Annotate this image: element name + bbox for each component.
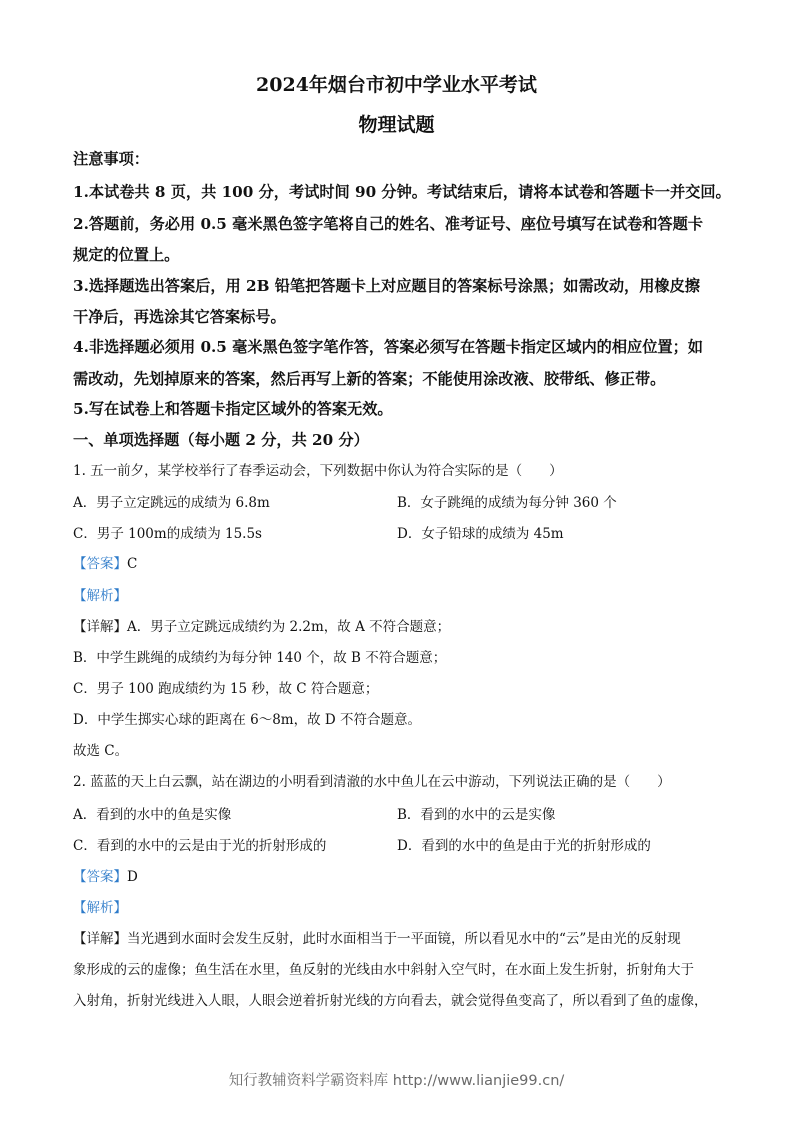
option-d: D．女子铅球的成绩为 45m bbox=[397, 526, 564, 542]
analysis-tag: 【解析】 bbox=[73, 588, 127, 604]
notice-item: 2.答题前，务必用 0.5 毫米黑色签字笔将自己的姓名、准考证号、座位号填写在试卷和答题卡 bbox=[73, 215, 703, 233]
option-d: D．看到的水中的鱼是由于光的折射形成的 bbox=[397, 838, 651, 854]
detail-tag: 【详解】 bbox=[73, 619, 127, 635]
page-title: 2024年烟台市初中学业水平考试 bbox=[256, 74, 537, 96]
detail-line: D．中学生掷实心球的距离在 6～8m，故 D 不符合题意。 bbox=[73, 712, 422, 728]
notice-item: 4.非选择题必须用 0.5 毫米黑色签字笔作答，答案必须写在答题卡指定区域内的相应位置；如 bbox=[73, 338, 703, 356]
section-title: 一、单项选择题（每小题 2 分，共 20 分） bbox=[73, 431, 369, 449]
notice-item: 3.选择题选出答案后，用 2B 铅笔把答题卡上对应题目的答案标号涂黑；如需改动，用橡皮擦 bbox=[73, 277, 700, 295]
option-c: C．男子 100m的成绩为 15.5s bbox=[73, 526, 262, 542]
option-c: C．看到的水中的云是由于光的折射形成的 bbox=[73, 838, 327, 854]
answer-value: C bbox=[127, 556, 138, 572]
option-a: A．看到的水中的鱼是实像 bbox=[73, 807, 232, 823]
answer-tag: 【答案】 bbox=[73, 869, 127, 885]
option-a: A．男子立定跳远的成绩为 6.8m bbox=[73, 495, 270, 511]
answer-line bbox=[73, 866, 733, 888]
option-b: B．女子跳绳的成绩为每分钟 360 个 bbox=[397, 495, 617, 511]
question-stem: 2. 蓝蓝的天上白云飘，站在湖边的小明看到清澈的水中鱼儿在云中游动，下列说法正确的是（ ） bbox=[73, 774, 671, 790]
detail-line: 故选 C。 bbox=[73, 743, 129, 759]
notice-item: 干净后，再选涂其它答案标号。 bbox=[73, 308, 286, 326]
notice-heading: 注意事项： bbox=[73, 150, 149, 168]
detail-line: C．男子 100 跑成绩约为 15 秒，故 C 符合题意； bbox=[73, 681, 379, 697]
option-b: B．看到的水中的云是实像 bbox=[397, 807, 556, 823]
notice-item: 规定的位置上。 bbox=[73, 246, 180, 264]
detail-line: 入射角，折射光线进入人眼，人眼会逆着折射光线的方向看去，就会觉得鱼变高了，所以看到了鱼的虚像， bbox=[73, 993, 708, 1009]
answer-value: D bbox=[127, 869, 138, 885]
answer-line bbox=[73, 553, 733, 575]
analysis-tag: 【解析】 bbox=[73, 900, 127, 916]
detail-line bbox=[73, 928, 733, 950]
detail-text: A．男子立定跳远成绩约为 2.2m，故 A 不符合题意； bbox=[127, 619, 451, 635]
detail-line: B．中学生跳绳的成绩约为每分钟 140 个，故 B 不符合题意； bbox=[73, 650, 447, 666]
analysis-line bbox=[73, 897, 733, 919]
analysis-line bbox=[73, 585, 733, 607]
detail-line bbox=[73, 616, 733, 638]
question-stem: 1. 五一前夕，某学校举行了春季运动会，下列数据中你认为符合实际的是（ ） bbox=[73, 463, 563, 479]
notice-item: 5.写在试卷上和答题卡指定区域外的答案无效。 bbox=[73, 400, 393, 418]
notice-item: 需改动，先划掉原来的答案，然后再写上新的答案；不能使用涂改液、胶带纸、修正带。 bbox=[73, 370, 666, 388]
detail-text: 当光遇到水面时会发生反射，此时水面相当于一平面镜，所以看见水中的“云”是由光的反射现 bbox=[127, 931, 681, 947]
detail-tag: 【详解】 bbox=[73, 931, 127, 947]
answer-tag: 【答案】 bbox=[73, 556, 127, 572]
page-subtitle: 物理试题 bbox=[358, 114, 435, 136]
detail-line: 象形成的云的虚像；鱼生活在水里，鱼反射的光线由水中斜射入空气时，在水面上发生折射，折射角大于 bbox=[73, 962, 694, 978]
notice-item: 1.本试卷共 8 页，共 100 分，考试时间 90 分钟。考试结束后，请将本试卷和答题卡一并交回。 bbox=[73, 183, 731, 201]
footer-watermark: 知行教辅资料学霸资料库 http://www.lianjie99.cn/ bbox=[228, 1073, 565, 1089]
